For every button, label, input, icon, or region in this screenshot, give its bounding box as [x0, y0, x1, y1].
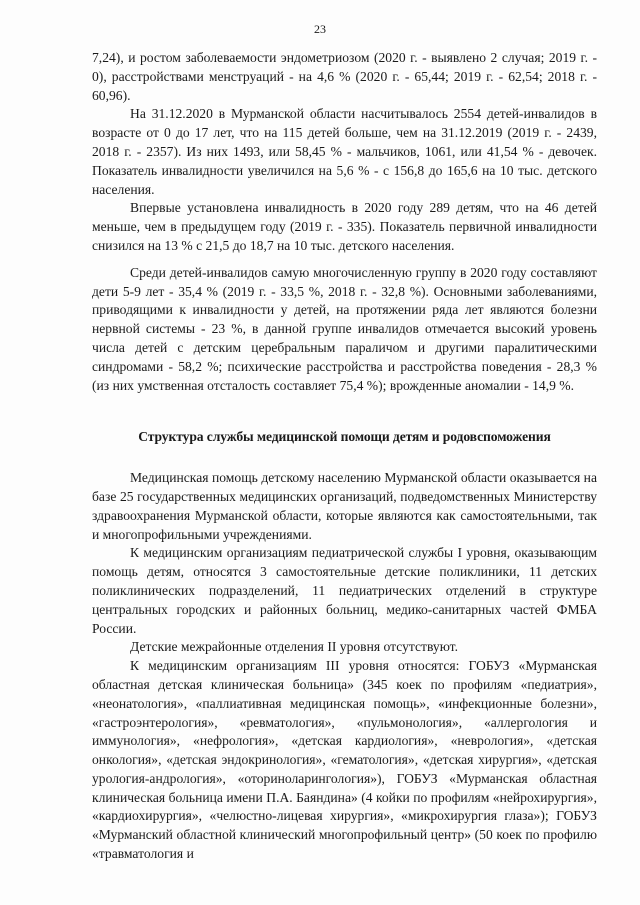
paragraph-disability-structure: Среди детей-инвалидов самую многочисленную группу в 2020 году составляют дети 5-9 лет - 35,4 % (2019 г. - 33,5 %, 2018 г. - 32,8 %). Основными заболеваниями, приводящими к инвалидности у детей, на протяжении ряда лет являются болезни нервной системы - 23 %, в данной группе инвалидов отмечается высокий уровень числа детей с детским церебральным параличом и другими паралитическими синдромами - 58,2 %; психические расстройства и расстройства поведения - 28,3 % (из них умственная отсталость составляет 75,4 %); врожденные аномалии - 14,9 %.	[92, 264, 597, 393]
paragraph-continuation: 7,24), и ростом заболеваемости эндометриозом (2020 г. - выявлено 2 случая; 2019 г. - 0), расстройствами менструаций - на 4,6 % (2020 г. - 65,44; 2019 г. - 62,54; 2018 г. - 60,96).	[92, 50, 597, 103]
page-number: 23	[314, 22, 326, 36]
section-heading: Структура службы медицинской помощи детям и родовспоможения	[138, 429, 551, 445]
paragraph-disabled-children-count: На 31.12.2020 в Мурманской области насчитывалось 2554 детей-инвалидов в возрасте от 0 до 17 лет, что на 115 детей больше, чем на 31.12.2019 (2019 г. - 2439, 2018 г. - 2357). Из них 1493, или 58,45 % - мальчиков, 1061, или 41,54 % - девочек. Показатель инвалидности увеличился на 5,6 % - с 156,8 до 165,6 на 10 тыс. детского населения.	[92, 106, 597, 197]
paragraph-level-one: К медицинским организациям педиатрической службы I уровня, оказывающим помощь детям, относятся 3 самостоятельные детские поликлиники, 11 детских поликлинических подразделений, 11 педиатрических отделений в структуре центральных городских и районных больниц, медико-санитарных частей ФМБА России.	[92, 545, 597, 636]
paragraph-level-three: К медицинским организациям III уровня относятся: ГОБУЗ «Мурманская областная детская клиническая больница» (345 коек по профилям «педиатрия», «неонатология», «паллиативная медицинская помощь», «инфекционные болезни», «гастроэнтерология», «ревматология», «пульмонология», «аллергология и иммунология», «нефрология», «детская кардиология», «неврология», «детская онкология», «детская эндокринология», «гематология», «детская хирургия», «детская урология-андрология», «оториноларингология»), ГОБУЗ «Мурманская областная клиническая больница имени П.А. Баяндина» (4 койки по профилям «нейрохирургия», «кардиохирургия», «челюстно-лицевая хирургия», «микрохирургия глаза»); ГОБУЗ «Мурманский областной клинический многопрофильный центр» (50 коек по профилю «травматология и	[92, 658, 597, 862]
paragraph-medical-organizations: Медицинская помощь детскому населению Мурманской области оказывается на базе 25 государственных медицинских организаций, подведомственных Министерству здравоохранения Мурманской области, которые являются как самостоятельными, так и многопрофильными учреждениями.	[92, 470, 597, 542]
paragraph-first-disability: Впервые установлена инвалидность в 2020 году 289 детям, что на 46 детей меньше, чем в предыдущем году (2019 г. - 335). Показатель первичной инвалидности снизился на 13 % с 21,5 до 18,7 на 10 тыс. детского населения.	[92, 200, 597, 253]
paragraph-level-two: Детские межрайонные отделения II уровня отсутствуют.	[130, 639, 459, 655]
document-body	[92, 49, 597, 864]
